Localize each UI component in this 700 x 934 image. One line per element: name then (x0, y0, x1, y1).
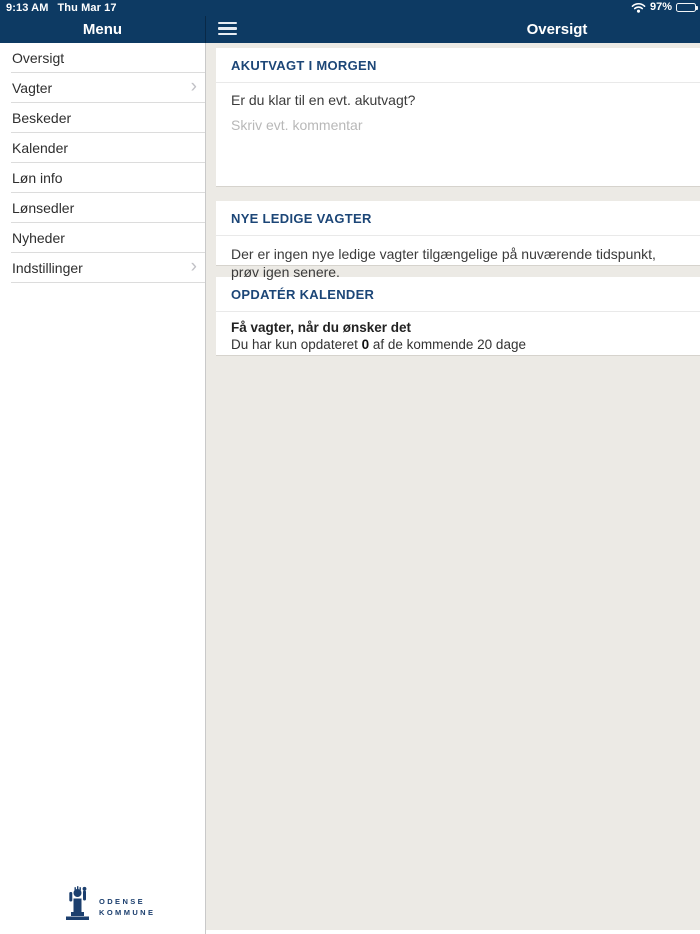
calendar-subtitle: Få vagter, når du ønsker det (231, 320, 412, 335)
battery-nub (696, 6, 698, 10)
sidebar-item-label: Løn info (12, 170, 63, 186)
card-body (216, 236, 700, 281)
wifi-icon (631, 2, 646, 13)
sidebar-header (0, 16, 206, 43)
card-akutvagt-i-morgen (216, 48, 700, 187)
sidebar-item-label: Kalender (12, 140, 69, 156)
chevron-right-icon: › (190, 75, 197, 97)
sidebar-item-kalender[interactable] (0, 133, 205, 163)
sidebar-item-nyheder[interactable] (0, 223, 205, 253)
sidebar (0, 43, 206, 934)
sidebar-item-label: Oversigt (12, 50, 65, 66)
sidebar-item-lonsedler[interactable] (0, 193, 205, 223)
calendar-status-prefix: Du har kun opdateret (231, 337, 362, 352)
sidebar-item-beskeder[interactable] (0, 103, 205, 133)
comment-input[interactable] (231, 117, 686, 169)
status-time: 9:13 AM (6, 2, 49, 14)
card-title: AKUTVAGT I MORGEN (216, 48, 700, 83)
sidebar-item-label: Indstillinger (12, 260, 83, 276)
card-body (216, 83, 700, 169)
status-left (6, 2, 117, 14)
calendar-status-line (231, 336, 685, 353)
logo-line-2: KOMMUNE (99, 908, 156, 917)
card-title: NYE LEDIGE VAGTER (216, 201, 700, 236)
card-opdater-kalender (216, 277, 700, 356)
top-navigation-bar (0, 0, 700, 43)
akutvagt-question: Er du klar til en evt. akutvagt? (231, 92, 416, 108)
nav-row (0, 16, 700, 43)
sidebar-item-label: Lønsedler (12, 200, 75, 216)
odense-kommune-logo (63, 885, 155, 921)
calendar-updated-count: 0 (361, 337, 370, 352)
no-shifts-message: Der er ingen nye ledige vagter tilgængelige på nuværende tidspunkt, prøv igen senere. (231, 246, 656, 280)
sidebar-header-title: Menu (82, 21, 123, 38)
status-date: Thu Mar 17 (57, 2, 117, 14)
card-nye-ledige-vagter (216, 201, 700, 280)
sidebar-item-oversigt[interactable] (0, 43, 205, 73)
battery-icon (676, 3, 696, 12)
status-bar (0, 0, 700, 16)
sidebar-item-lon-info[interactable] (0, 163, 205, 193)
page-title: Oversigt (526, 21, 588, 38)
sidebar-item-label: Nyheder (12, 230, 65, 246)
logo-text (99, 896, 155, 918)
content-pane (206, 43, 700, 930)
statue-logo-icon (63, 885, 92, 921)
chevron-right-icon: › (190, 255, 197, 277)
card-title: OPDATÉR KALENDER (216, 277, 700, 312)
status-right (631, 1, 696, 13)
calendar-status-suffix: af de kommende 20 dage (369, 337, 526, 352)
hamburger-menu-icon[interactable] (218, 20, 237, 37)
sidebar-item-vagter[interactable] (0, 73, 205, 103)
battery-percent: 97% (649, 1, 672, 13)
logo-line-1: ODENSE (99, 897, 146, 906)
sidebar-item-indstillinger[interactable] (0, 253, 205, 283)
sidebar-item-label: Beskeder (12, 110, 72, 126)
card-body (216, 312, 700, 353)
sidebar-item-label: Vagter (12, 80, 53, 96)
